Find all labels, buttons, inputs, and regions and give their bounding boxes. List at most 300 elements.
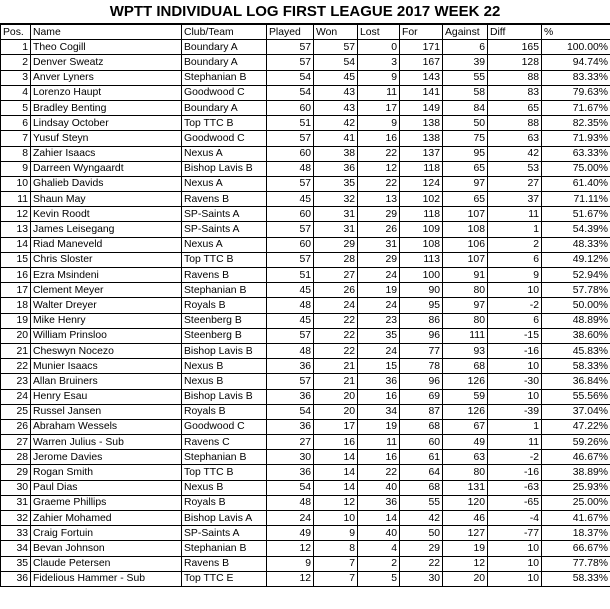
cell-pos: 5 xyxy=(1,100,31,115)
cell-for: 29 xyxy=(400,541,443,556)
cell-club: Goodwood C xyxy=(182,85,267,100)
cell-won: 14 xyxy=(314,480,358,495)
cell-for: 137 xyxy=(400,146,443,161)
cell-club: Boundary A xyxy=(182,55,267,70)
cell-name: Munier Isaacs xyxy=(31,359,182,374)
table-row xyxy=(1,313,610,328)
cell-name: Denver Sweatz xyxy=(31,55,182,70)
cell-played: 45 xyxy=(267,313,314,328)
table-row xyxy=(1,283,610,298)
cell-won: 16 xyxy=(314,435,358,450)
cell-diff: -4 xyxy=(488,511,542,526)
cell-lost: 13 xyxy=(358,192,400,207)
cell-for: 96 xyxy=(400,374,443,389)
cell-pct: 77.78% xyxy=(542,556,610,571)
cell-played: 57 xyxy=(267,55,314,70)
cell-pct: 25.93% xyxy=(542,480,610,495)
cell-played: 36 xyxy=(267,419,314,434)
cell-pos: 13 xyxy=(1,222,31,237)
table-row xyxy=(1,252,610,267)
cell-name: Theo Cogill xyxy=(31,40,182,55)
cell-played: 54 xyxy=(267,480,314,495)
column-header-club: Club/Team xyxy=(182,25,267,40)
cell-won: 29 xyxy=(314,237,358,252)
cell-name: Craig Fortuin xyxy=(31,526,182,541)
cell-for: 109 xyxy=(400,222,443,237)
cell-played: 12 xyxy=(267,571,314,586)
cell-diff: 10 xyxy=(488,541,542,556)
cell-diff: 10 xyxy=(488,359,542,374)
cell-pos: 32 xyxy=(1,511,31,526)
cell-club: Ravens B xyxy=(182,192,267,207)
cell-lost: 12 xyxy=(358,161,400,176)
cell-name: Fidelious Hammer - Sub xyxy=(31,571,182,586)
cell-pct: 52.94% xyxy=(542,268,610,283)
cell-pct: 25.00% xyxy=(542,495,610,510)
cell-club: Nexus A xyxy=(182,176,267,191)
cell-diff: 165 xyxy=(488,40,542,55)
cell-won: 36 xyxy=(314,161,358,176)
cell-club: Royals B xyxy=(182,298,267,313)
cell-against: 75 xyxy=(443,131,488,146)
table-row xyxy=(1,40,610,55)
cell-lost: 16 xyxy=(358,131,400,146)
cell-for: 90 xyxy=(400,283,443,298)
cell-pos: 22 xyxy=(1,359,31,374)
cell-played: 51 xyxy=(267,116,314,131)
cell-played: 36 xyxy=(267,389,314,404)
table-row xyxy=(1,207,610,222)
cell-for: 100 xyxy=(400,268,443,283)
cell-played: 30 xyxy=(267,450,314,465)
table-row xyxy=(1,298,610,313)
cell-pct: 83.33% xyxy=(542,70,610,85)
cell-for: 149 xyxy=(400,100,443,115)
column-header-diff: Diff xyxy=(488,25,542,40)
cell-against: 39 xyxy=(443,55,488,70)
cell-against: 111 xyxy=(443,328,488,343)
cell-name: Anver Lyners xyxy=(31,70,182,85)
cell-lost: 26 xyxy=(358,222,400,237)
cell-pos: 11 xyxy=(1,192,31,207)
cell-diff: -16 xyxy=(488,465,542,480)
table-row xyxy=(1,237,610,252)
cell-won: 8 xyxy=(314,541,358,556)
cell-against: 95 xyxy=(443,146,488,161)
cell-won: 22 xyxy=(314,313,358,328)
cell-won: 43 xyxy=(314,85,358,100)
cell-won: 42 xyxy=(314,116,358,131)
cell-pos: 34 xyxy=(1,541,31,556)
cell-lost: 40 xyxy=(358,526,400,541)
cell-lost: 9 xyxy=(358,116,400,131)
cell-for: 55 xyxy=(400,495,443,510)
table-row xyxy=(1,404,610,419)
cell-against: 80 xyxy=(443,465,488,480)
cell-against: 59 xyxy=(443,389,488,404)
cell-name: Claude Petersen xyxy=(31,556,182,571)
cell-club: Nexus B xyxy=(182,359,267,374)
cell-for: 143 xyxy=(400,70,443,85)
cell-pos: 9 xyxy=(1,161,31,176)
table-row xyxy=(1,450,610,465)
cell-for: 61 xyxy=(400,450,443,465)
cell-name: Cheswyn Nocezo xyxy=(31,343,182,358)
cell-diff: 6 xyxy=(488,252,542,267)
cell-pct: 75.00% xyxy=(542,161,610,176)
cell-won: 35 xyxy=(314,176,358,191)
cell-club: Goodwood C xyxy=(182,419,267,434)
cell-pos: 30 xyxy=(1,480,31,495)
cell-club: SP-Saints A xyxy=(182,207,267,222)
cell-pos: 7 xyxy=(1,131,31,146)
table-row xyxy=(1,176,610,191)
cell-name: Zahier Isaacs xyxy=(31,146,182,161)
cell-club: SP-Saints A xyxy=(182,526,267,541)
cell-lost: 5 xyxy=(358,571,400,586)
cell-lost: 35 xyxy=(358,328,400,343)
cell-name: Allan Bruiners xyxy=(31,374,182,389)
cell-against: 97 xyxy=(443,298,488,313)
table-row xyxy=(1,389,610,404)
cell-club: Stephanian B xyxy=(182,70,267,85)
cell-against: 46 xyxy=(443,511,488,526)
cell-lost: 17 xyxy=(358,100,400,115)
cell-name: Bevan Johnson xyxy=(31,541,182,556)
cell-pos: 3 xyxy=(1,70,31,85)
table-row xyxy=(1,359,610,374)
cell-for: 171 xyxy=(400,40,443,55)
table-row xyxy=(1,192,610,207)
cell-won: 14 xyxy=(314,465,358,480)
cell-diff: -63 xyxy=(488,480,542,495)
cell-won: 17 xyxy=(314,419,358,434)
table-row xyxy=(1,571,610,586)
cell-pct: 63.33% xyxy=(542,146,610,161)
cell-name: Henry Esau xyxy=(31,389,182,404)
cell-lost: 29 xyxy=(358,207,400,222)
cell-lost: 4 xyxy=(358,541,400,556)
cell-diff: -39 xyxy=(488,404,542,419)
cell-name: James Leisegang xyxy=(31,222,182,237)
cell-club: Stephanian B xyxy=(182,283,267,298)
cell-pos: 8 xyxy=(1,146,31,161)
cell-played: 45 xyxy=(267,192,314,207)
cell-diff: 42 xyxy=(488,146,542,161)
cell-pct: 57.78% xyxy=(542,283,610,298)
column-header-lost: Lost xyxy=(358,25,400,40)
cell-against: 19 xyxy=(443,541,488,556)
cell-name: Ezra Msindeni xyxy=(31,268,182,283)
cell-won: 21 xyxy=(314,359,358,374)
cell-pos: 35 xyxy=(1,556,31,571)
cell-lost: 16 xyxy=(358,389,400,404)
cell-lost: 16 xyxy=(358,450,400,465)
cell-diff: 11 xyxy=(488,207,542,222)
cell-against: 91 xyxy=(443,268,488,283)
cell-against: 84 xyxy=(443,100,488,115)
cell-played: 48 xyxy=(267,298,314,313)
cell-lost: 19 xyxy=(358,419,400,434)
column-header-played: Played xyxy=(267,25,314,40)
cell-lost: 34 xyxy=(358,404,400,419)
cell-club: Nexus A xyxy=(182,237,267,252)
cell-against: 67 xyxy=(443,419,488,434)
table-row xyxy=(1,222,610,237)
cell-against: 20 xyxy=(443,571,488,586)
cell-diff: 128 xyxy=(488,55,542,70)
cell-pos: 20 xyxy=(1,328,31,343)
cell-lost: 22 xyxy=(358,146,400,161)
cell-won: 12 xyxy=(314,495,358,510)
table-row xyxy=(1,100,610,115)
cell-against: 55 xyxy=(443,70,488,85)
cell-for: 77 xyxy=(400,343,443,358)
cell-pct: 38.89% xyxy=(542,465,610,480)
cell-pct: 71.67% xyxy=(542,100,610,115)
cell-name: Lorenzo Haupt xyxy=(31,85,182,100)
cell-played: 48 xyxy=(267,161,314,176)
cell-against: 65 xyxy=(443,192,488,207)
cell-for: 69 xyxy=(400,389,443,404)
cell-lost: 11 xyxy=(358,435,400,450)
cell-lost: 2 xyxy=(358,556,400,571)
cell-diff: -2 xyxy=(488,298,542,313)
cell-name: William Prinsloo xyxy=(31,328,182,343)
cell-club: Nexus A xyxy=(182,146,267,161)
cell-club: Bishop Lavis B xyxy=(182,343,267,358)
cell-club: Royals B xyxy=(182,404,267,419)
cell-played: 51 xyxy=(267,268,314,283)
cell-lost: 36 xyxy=(358,495,400,510)
table-row xyxy=(1,511,610,526)
cell-played: 24 xyxy=(267,511,314,526)
cell-pct: 61.40% xyxy=(542,176,610,191)
table-row xyxy=(1,55,610,70)
cell-pct: 71.93% xyxy=(542,131,610,146)
cell-played: 60 xyxy=(267,100,314,115)
column-header-name: Name xyxy=(31,25,182,40)
table-row xyxy=(1,85,610,100)
cell-against: 127 xyxy=(443,526,488,541)
cell-club: Goodwood C xyxy=(182,131,267,146)
cell-name: Abraham Wessels xyxy=(31,419,182,434)
cell-pct: 46.67% xyxy=(542,450,610,465)
cell-club: Top TTC B xyxy=(182,116,267,131)
cell-for: 138 xyxy=(400,131,443,146)
cell-for: 87 xyxy=(400,404,443,419)
cell-lost: 11 xyxy=(358,85,400,100)
cell-lost: 24 xyxy=(358,268,400,283)
cell-played: 54 xyxy=(267,85,314,100)
cell-name: Kevin Roodt xyxy=(31,207,182,222)
cell-pct: 38.60% xyxy=(542,328,610,343)
cell-name: Zahier Mohamed xyxy=(31,511,182,526)
cell-pos: 16 xyxy=(1,268,31,283)
cell-played: 54 xyxy=(267,70,314,85)
cell-for: 64 xyxy=(400,465,443,480)
cell-played: 12 xyxy=(267,541,314,556)
cell-diff: -30 xyxy=(488,374,542,389)
cell-diff: 11 xyxy=(488,435,542,450)
cell-club: Boundary A xyxy=(182,100,267,115)
cell-lost: 22 xyxy=(358,465,400,480)
cell-played: 57 xyxy=(267,40,314,55)
cell-club: Bishop Lavis B xyxy=(182,161,267,176)
cell-won: 21 xyxy=(314,374,358,389)
cell-name: Riad Maneveld xyxy=(31,237,182,252)
cell-against: 106 xyxy=(443,237,488,252)
cell-diff: 9 xyxy=(488,268,542,283)
cell-club: Ravens B xyxy=(182,556,267,571)
cell-diff: -16 xyxy=(488,343,542,358)
cell-won: 38 xyxy=(314,146,358,161)
cell-lost: 40 xyxy=(358,480,400,495)
cell-against: 108 xyxy=(443,222,488,237)
cell-club: Stephanian B xyxy=(182,450,267,465)
cell-diff: -15 xyxy=(488,328,542,343)
cell-diff: 2 xyxy=(488,237,542,252)
cell-name: Bradley Benting xyxy=(31,100,182,115)
cell-pos: 36 xyxy=(1,571,31,586)
cell-pos: 25 xyxy=(1,404,31,419)
cell-name: Graeme Phillips xyxy=(31,495,182,510)
table-row xyxy=(1,526,610,541)
cell-pct: 37.04% xyxy=(542,404,610,419)
cell-name: Warren Julius - Sub xyxy=(31,435,182,450)
cell-lost: 31 xyxy=(358,237,400,252)
cell-for: 68 xyxy=(400,480,443,495)
cell-pct: 55.56% xyxy=(542,389,610,404)
cell-for: 138 xyxy=(400,116,443,131)
cell-played: 57 xyxy=(267,328,314,343)
cell-diff: 1 xyxy=(488,419,542,434)
cell-lost: 24 xyxy=(358,298,400,313)
cell-diff: -77 xyxy=(488,526,542,541)
cell-won: 31 xyxy=(314,207,358,222)
cell-played: 36 xyxy=(267,359,314,374)
column-header-pos: Pos. xyxy=(1,25,31,40)
cell-pct: 18.37% xyxy=(542,526,610,541)
cell-won: 22 xyxy=(314,343,358,358)
table-row xyxy=(1,465,610,480)
individual-log-table xyxy=(0,24,610,587)
cell-against: 12 xyxy=(443,556,488,571)
column-header-for: For xyxy=(400,25,443,40)
cell-name: Paul Dias xyxy=(31,480,182,495)
cell-won: 14 xyxy=(314,450,358,465)
cell-name: Darreen Wyngaardt xyxy=(31,161,182,176)
cell-pct: 51.67% xyxy=(542,207,610,222)
table-body xyxy=(1,40,610,587)
cell-against: 80 xyxy=(443,313,488,328)
table-row xyxy=(1,131,610,146)
table-row xyxy=(1,116,610,131)
cell-pct: 58.33% xyxy=(542,359,610,374)
cell-club: SP-Saints A xyxy=(182,222,267,237)
table-row xyxy=(1,556,610,571)
table-row xyxy=(1,70,610,85)
table-row xyxy=(1,419,610,434)
cell-won: 9 xyxy=(314,526,358,541)
cell-against: 126 xyxy=(443,374,488,389)
cell-for: 78 xyxy=(400,359,443,374)
cell-won: 24 xyxy=(314,298,358,313)
cell-played: 36 xyxy=(267,465,314,480)
cell-against: 80 xyxy=(443,283,488,298)
cell-pct: 94.74% xyxy=(542,55,610,70)
cell-club: Bishop Lavis B xyxy=(182,389,267,404)
cell-lost: 0 xyxy=(358,40,400,55)
cell-name: Yusuf Steyn xyxy=(31,131,182,146)
cell-against: 49 xyxy=(443,435,488,450)
cell-won: 7 xyxy=(314,556,358,571)
cell-diff: 37 xyxy=(488,192,542,207)
cell-name: Mike Henry xyxy=(31,313,182,328)
cell-against: 120 xyxy=(443,495,488,510)
cell-name: Clement Meyer xyxy=(31,283,182,298)
cell-won: 43 xyxy=(314,100,358,115)
table-row xyxy=(1,161,610,176)
cell-played: 57 xyxy=(267,252,314,267)
cell-lost: 23 xyxy=(358,313,400,328)
cell-club: Top TTC E xyxy=(182,571,267,586)
cell-diff: -2 xyxy=(488,450,542,465)
cell-club: Steenberg B xyxy=(182,313,267,328)
cell-pos: 2 xyxy=(1,55,31,70)
table-row xyxy=(1,435,610,450)
cell-won: 32 xyxy=(314,192,358,207)
cell-lost: 9 xyxy=(358,70,400,85)
table-row xyxy=(1,328,610,343)
cell-for: 167 xyxy=(400,55,443,70)
cell-diff: -65 xyxy=(488,495,542,510)
cell-won: 22 xyxy=(314,328,358,343)
cell-diff: 6 xyxy=(488,313,542,328)
cell-won: 20 xyxy=(314,389,358,404)
cell-won: 26 xyxy=(314,283,358,298)
cell-pct: 49.12% xyxy=(542,252,610,267)
cell-pct: 58.33% xyxy=(542,571,610,586)
column-header-pct: % xyxy=(542,25,610,40)
cell-played: 48 xyxy=(267,495,314,510)
cell-won: 41 xyxy=(314,131,358,146)
cell-pos: 23 xyxy=(1,374,31,389)
cell-name: Chris Sloster xyxy=(31,252,182,267)
cell-pos: 15 xyxy=(1,252,31,267)
cell-for: 124 xyxy=(400,176,443,191)
cell-against: 107 xyxy=(443,207,488,222)
cell-name: Jerome Davies xyxy=(31,450,182,465)
cell-won: 7 xyxy=(314,571,358,586)
cell-pct: 48.89% xyxy=(542,313,610,328)
cell-pct: 48.33% xyxy=(542,237,610,252)
cell-for: 86 xyxy=(400,313,443,328)
table-row xyxy=(1,146,610,161)
cell-diff: 10 xyxy=(488,389,542,404)
cell-played: 49 xyxy=(267,526,314,541)
cell-against: 97 xyxy=(443,176,488,191)
cell-pct: 50.00% xyxy=(542,298,610,313)
cell-against: 58 xyxy=(443,85,488,100)
cell-won: 28 xyxy=(314,252,358,267)
cell-club: Royals B xyxy=(182,495,267,510)
cell-played: 57 xyxy=(267,222,314,237)
sheet-title: WPTT INDIVIDUAL LOG FIRST LEAGUE 2017 WEEK 22 xyxy=(0,0,610,24)
cell-against: 93 xyxy=(443,343,488,358)
cell-pos: 29 xyxy=(1,465,31,480)
cell-pos: 10 xyxy=(1,176,31,191)
